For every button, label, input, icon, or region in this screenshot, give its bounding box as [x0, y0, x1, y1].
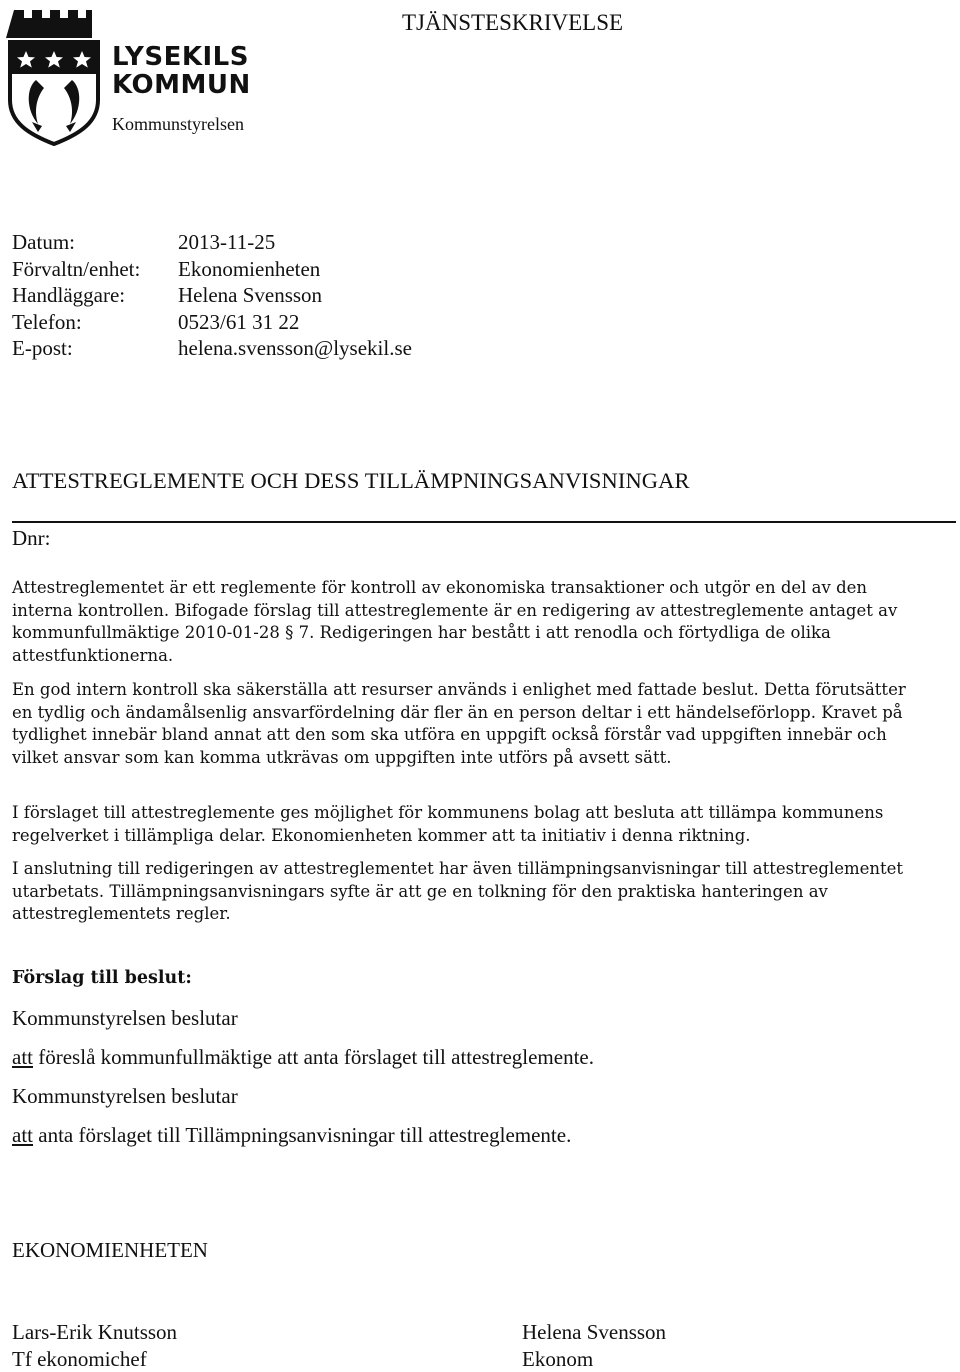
meta-row-email	[12, 335, 412, 362]
meta-row-unit	[12, 256, 412, 283]
dnr-label: Dnr:	[12, 526, 51, 550]
body-paragraph-1: Attestreglementet är ett reglemente för kontroll av ekonomiska transaktioner och utgör en del av den interna kontrollen. Bifogade förslag till attestreglemente är en redigering av attestreglemente antaget av kommunfullmäktige 2010-01-28 § 7. Redigeringen har bestått i att renodla och förtydliga de olika attestfunktionerna.	[12, 578, 898, 665]
brand-name-line-2: KOMMUN	[112, 70, 251, 100]
meta-row-handler	[12, 282, 412, 309]
meta-value: helena.svensson@lysekil.se	[178, 336, 412, 360]
brand-subtitle: Kommunstyrelsen	[112, 114, 244, 134]
body-paragraph-3: I förslaget till attestreglemente ges möjlighet för kommunens bolag att besluta att tillämpa kommunens regelverket i tillämpliga delar. Ekonomienheten kommer att ta initiativ i denna riktning.	[12, 803, 884, 845]
meta-value: Helena Svensson	[178, 283, 323, 307]
meta-value: 2013-11-25	[178, 230, 276, 254]
proposal-heading: Förslag till beslut:	[12, 968, 192, 988]
meta-label: Telefon:	[12, 309, 82, 334]
signatory-right-name: Helena Svensson	[522, 1320, 667, 1344]
decision-line-1	[12, 1045, 594, 1070]
body-paragraph-4: I anslutning till redigeringen av attestreglementet har även tillämpningsanvisningar till attestreglementet utarbetats. Tillämpningsanvisningars syfte är att ge en tolkning för den praktiska hanteringen av attestreglementets regler.	[12, 859, 904, 923]
signatory-left-title: Tf ekonomichef	[12, 1347, 147, 1371]
decision-line-2	[12, 1123, 571, 1148]
body-paragraph-2: En god intern kontroll ska säkerställa att resurser används i enlighet med fattade beslut. Detta förutsätter en tydlig och ändamålsenlig ansvarfördelning där fler än en person deltar i ett händelseförlopp. Kravet på tydlighet innebär bland annat att den som ska utföra en uppgift också förstår vad uppgiften innebär och vilket ansvar som kan komma utkrävas om uppgiften inte utförs på avsett sätt.	[12, 680, 906, 767]
decision-prefix: att	[12, 1123, 33, 1147]
meta-value: Ekonomienheten	[178, 256, 321, 281]
decider-line-1: Kommunstyrelsen beslutar	[12, 1006, 238, 1030]
meta-label: Datum:	[12, 230, 75, 254]
meta-value: 0523/61 31 22	[178, 309, 300, 334]
meta-label: Handläggare:	[12, 283, 126, 307]
meta-row-phone	[12, 309, 412, 336]
brand-name-line-1: LYSEKILS	[112, 42, 249, 72]
department-name: EKONOMIENHETEN	[12, 1238, 208, 1262]
meta-label: Förvaltn/enhet:	[12, 256, 141, 281]
lysekil-coat-of-arms-icon	[6, 6, 102, 146]
signatory-left-name: Lars-Erik Knutsson	[12, 1320, 178, 1344]
meta-label: E-post:	[12, 336, 73, 360]
decider-line-2: Kommunstyrelsen beslutar	[12, 1084, 238, 1108]
document-meta	[12, 229, 412, 362]
decision-prefix: att	[12, 1045, 33, 1069]
decision-text: anta förslaget till Tillämpningsanvisningar till attestreglemente.	[33, 1123, 572, 1147]
document-title: ATTESTREGLEMENTE OCH DESS TILLÄMPNINGSANVISNINGAR	[12, 468, 690, 493]
title-divider	[12, 521, 956, 523]
signatory-right-title: Ekonom	[522, 1347, 594, 1371]
meta-row-date	[12, 229, 412, 256]
document-type: TJÄNSTESKRIVELSE	[402, 10, 624, 35]
decision-text: föreslå kommunfullmäktige att anta förslaget till attestreglemente.	[33, 1045, 594, 1069]
municipality-logo	[6, 6, 266, 146]
